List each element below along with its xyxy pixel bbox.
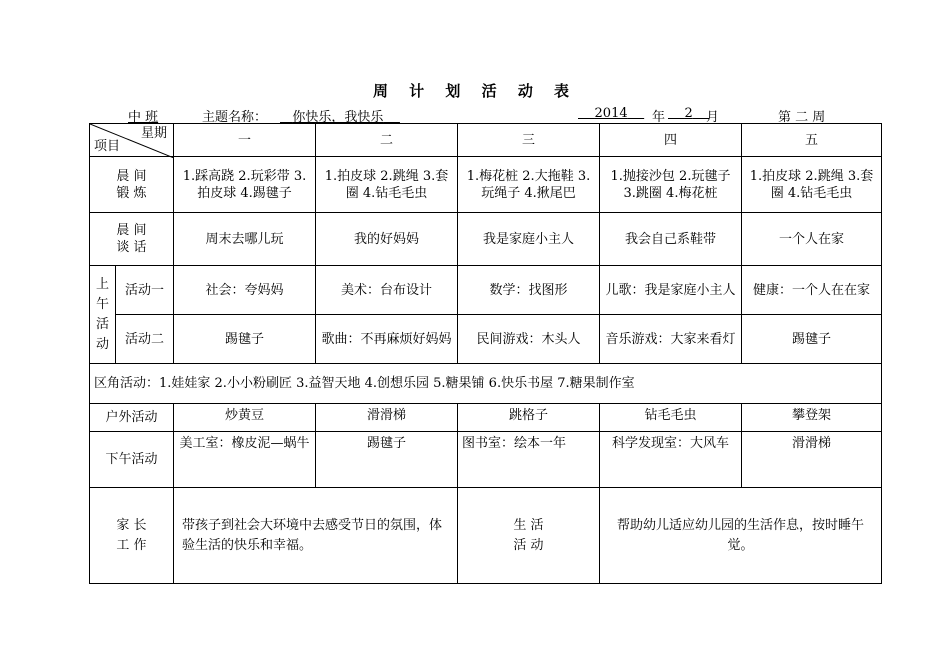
table-cell: 跳格子 bbox=[458, 404, 600, 432]
week-label: 第 二 周 bbox=[778, 110, 826, 125]
header-item-label: 项目 bbox=[94, 139, 121, 154]
parents-work-row bbox=[90, 488, 882, 584]
table-cell: 一个人在家 bbox=[742, 213, 882, 266]
diagonal-header-cell bbox=[90, 124, 174, 157]
outdoor-row bbox=[90, 404, 882, 432]
month-value bbox=[668, 106, 709, 121]
activity1-row bbox=[90, 266, 882, 315]
activity2-row bbox=[90, 315, 882, 364]
table-cell: 图书室：绘本一年 bbox=[458, 432, 600, 488]
table-cell: 美工室：橡皮泥—蜗牛 bbox=[174, 432, 316, 488]
table-cell: 1.踩高跷 2.玩彩带 3.拍皮球 4.踢毽子 bbox=[174, 157, 316, 213]
theme-label: 主题名称： bbox=[202, 110, 268, 125]
area-activity-text: 区角活动：1.娃娃家 2.小小粉刷匠 3.益智天地 4.创想乐园 5.糖果铺 6.快乐书屋 7.糖果制作室 bbox=[90, 364, 882, 404]
row-label: 活动一 bbox=[116, 266, 174, 315]
morning-activity-group-label: 上 午 活 动 bbox=[90, 266, 116, 364]
area-activity-row bbox=[90, 364, 882, 404]
afternoon-row bbox=[90, 432, 882, 488]
plan-info-line bbox=[90, 106, 880, 124]
table-cell: 我的好妈妈 bbox=[316, 213, 458, 266]
day-header: 四 bbox=[600, 124, 742, 157]
row-label: 户外活动 bbox=[90, 404, 174, 432]
table-cell: 我是家庭小主人 bbox=[458, 213, 600, 266]
row-label: 下午活动 bbox=[90, 432, 174, 488]
day-header: 五 bbox=[742, 124, 882, 157]
row-label: 晨 间 锻 炼 bbox=[90, 157, 174, 213]
life-activity-label: 生 活 活 动 bbox=[458, 488, 600, 584]
table-cell: 歌曲：不再麻烦好妈妈 bbox=[316, 315, 458, 364]
table-cell: 钻毛毛虫 bbox=[600, 404, 742, 432]
table-cell: 社会：夸妈妈 bbox=[174, 266, 316, 315]
page-title: 周 计 划 活 动 表 bbox=[372, 82, 578, 100]
day-header: 一 bbox=[174, 124, 316, 157]
weekly-plan-table bbox=[89, 123, 882, 584]
table-cell: 踢毽子 bbox=[316, 432, 458, 488]
table-cell: 1.抛接沙包 2.玩毽子 3.跳圈 4.梅花桩 bbox=[600, 157, 742, 213]
row-label: 活动二 bbox=[116, 315, 174, 364]
row-label: 晨 间 谈 话 bbox=[90, 213, 174, 266]
table-cell: 踢毽子 bbox=[742, 315, 882, 364]
table-cell: 科学发现室：大风车 bbox=[600, 432, 742, 488]
table-cell: 1.拍皮球 2.跳绳 3.套圈 4.钻毛毛虫 bbox=[742, 157, 882, 213]
table-cell: 民间游戏：木头人 bbox=[458, 315, 600, 364]
morning-talk-row bbox=[90, 213, 882, 266]
year-unit: 年 bbox=[652, 110, 666, 125]
table-cell: 儿歌：我是家庭小主人 bbox=[600, 266, 742, 315]
morning-exercise-row bbox=[90, 157, 882, 213]
class-name: 中 班 bbox=[128, 110, 159, 125]
table-cell: 1.梅花桩 2.大拖鞋 3.玩绳子 4.揪尾巴 bbox=[458, 157, 600, 213]
table-cell: 滑滑梯 bbox=[742, 432, 882, 488]
parents-work-content: 带孩子到社会大环境中去感受节日的氛围，体验生活的快乐和幸福。 bbox=[174, 488, 458, 584]
row-label: 家 长 工 作 bbox=[90, 488, 174, 584]
table-cell: 1.拍皮球 2.跳绳 3.套圈 4.钻毛毛虫 bbox=[316, 157, 458, 213]
header-row bbox=[90, 124, 882, 157]
table-cell: 音乐游戏：大家来看灯 bbox=[600, 315, 742, 364]
table-cell: 踢毽子 bbox=[174, 315, 316, 364]
table-cell: 数学：找图形 bbox=[458, 266, 600, 315]
theme-value-text: 你快乐，我快乐 bbox=[292, 110, 384, 125]
table-cell: 周末去哪儿玩 bbox=[174, 213, 316, 266]
day-header: 二 bbox=[316, 124, 458, 157]
table-cell: 攀登架 bbox=[742, 404, 882, 432]
table-cell: 滑滑梯 bbox=[316, 404, 458, 432]
table-cell: 美术：台布设计 bbox=[316, 266, 458, 315]
day-header: 三 bbox=[458, 124, 600, 157]
table-cell: 健康：一个人在在家 bbox=[742, 266, 882, 315]
life-activity-content: 帮助幼儿适应幼儿园的生活作息，按时睡午觉。 bbox=[600, 488, 882, 584]
table-cell: 炒黄豆 bbox=[174, 404, 316, 432]
header-weekday-label: 星期 bbox=[140, 126, 167, 141]
month-text: 2 bbox=[684, 106, 693, 121]
month-unit: 月 bbox=[706, 110, 720, 125]
table-cell: 我会自己系鞋带 bbox=[600, 213, 742, 266]
year-value bbox=[578, 106, 644, 121]
year-text: 2014 bbox=[594, 106, 628, 121]
